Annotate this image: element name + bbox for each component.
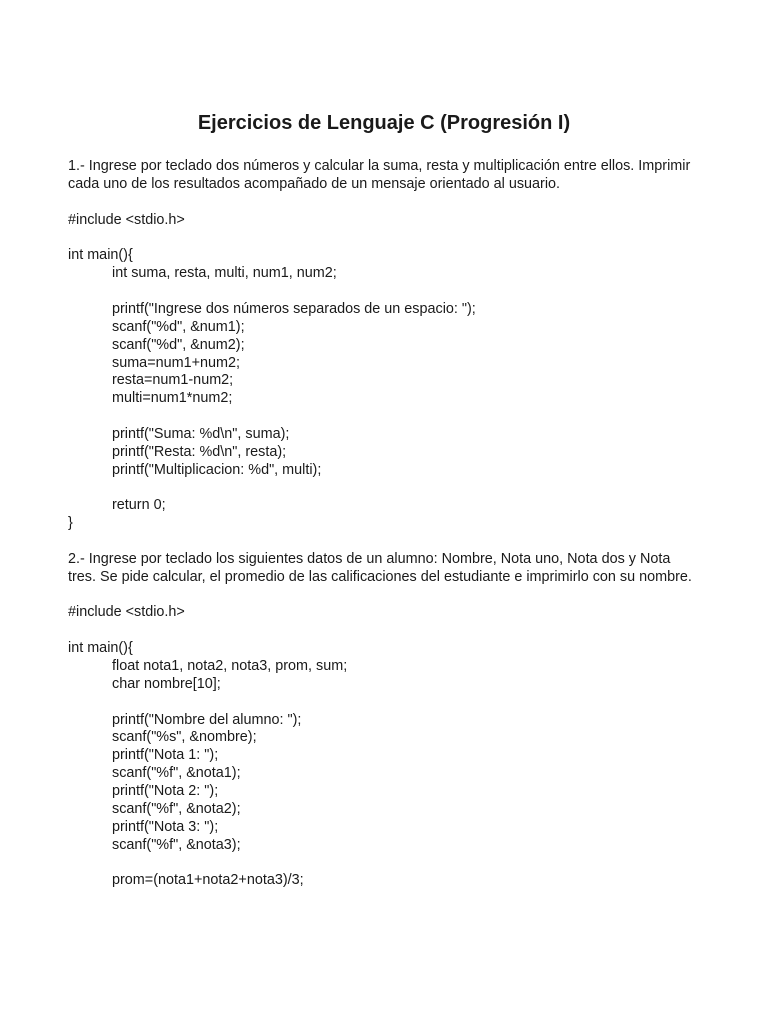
exercise-2-code-line: printf("Nota 3: "); [112,819,219,835]
exercise-2-code-line: printf("Nota 1: "); [112,747,219,763]
document-title: Ejercicios de Lenguaje C (Progresión I) [197,112,571,134]
exercise-1-code-line: scanf("%d", &num2); [112,337,245,353]
exercise-2-code-line: scanf("%f", &nota1); [112,765,241,781]
exercise-1-code-line: resta=num1-num2; [112,372,234,388]
exercise-1-output-line: printf("Suma: %d\n", suma); [112,426,290,442]
exercise-1-statement-line-1: 1.- Ingrese por teclado dos números y calcular la suma, resta y multiplicación entre ellos. Imprimir [68,158,691,174]
exercise-1-code-line: multi=num1*num2; [112,390,233,406]
exercise-2-declaration: float nota1, nota2, nota3, prom, sum; [112,658,348,674]
exercise-1-output-line: printf("Multiplicacion: %d", multi); [112,462,322,478]
exercise-2-main-open: int main(){ [68,640,133,656]
exercise-2-declaration: char nombre[10]; [112,676,221,692]
exercise-1-return: return 0; [112,497,166,513]
exercise-2-code-line: printf("Nombre del alumno: "); [112,712,302,728]
exercise-2-statement-line-2: tres. Se pide calcular, el promedio de las calificaciones del estudiante e imprimirlo con su nombre. [68,569,692,585]
exercise-2-code-line: scanf("%s", &nombre); [112,729,257,745]
exercise-1-statement-line-2: cada uno de los resultados acompañado de un mensaje orientado al usuario. [68,176,561,192]
exercise-2-code-line: scanf("%f", &nota3); [112,837,241,853]
exercise-2-calc: prom=(nota1+nota2+nota3)/3; [112,872,304,888]
exercise-1-output-line: printf("Resta: %d\n", resta); [112,444,287,460]
exercise-2-include: #include <stdio.h> [68,604,185,620]
exercise-2-code-line: scanf("%f", &nota2); [112,801,241,817]
exercise-1-include: #include <stdio.h> [68,212,185,228]
exercise-1-code-line: scanf("%d", &num1); [112,319,245,335]
exercise-1-code-line: suma=num1+num2; [112,355,240,371]
exercise-2-code-line: printf("Nota 2: "); [112,783,219,799]
exercise-1-declarations: int suma, resta, multi, num1, num2; [112,265,337,281]
exercise-2-statement-line-1: 2.- Ingrese por teclado los siguientes datos de un alumno: Nombre, Nota uno, Nota dos y Nota [68,551,671,567]
exercise-1-main-open: int main(){ [68,247,133,263]
exercise-1-code-line: printf("Ingrese dos números separados de un espacio: "); [112,301,476,317]
exercise-1-main-close: } [68,515,73,531]
